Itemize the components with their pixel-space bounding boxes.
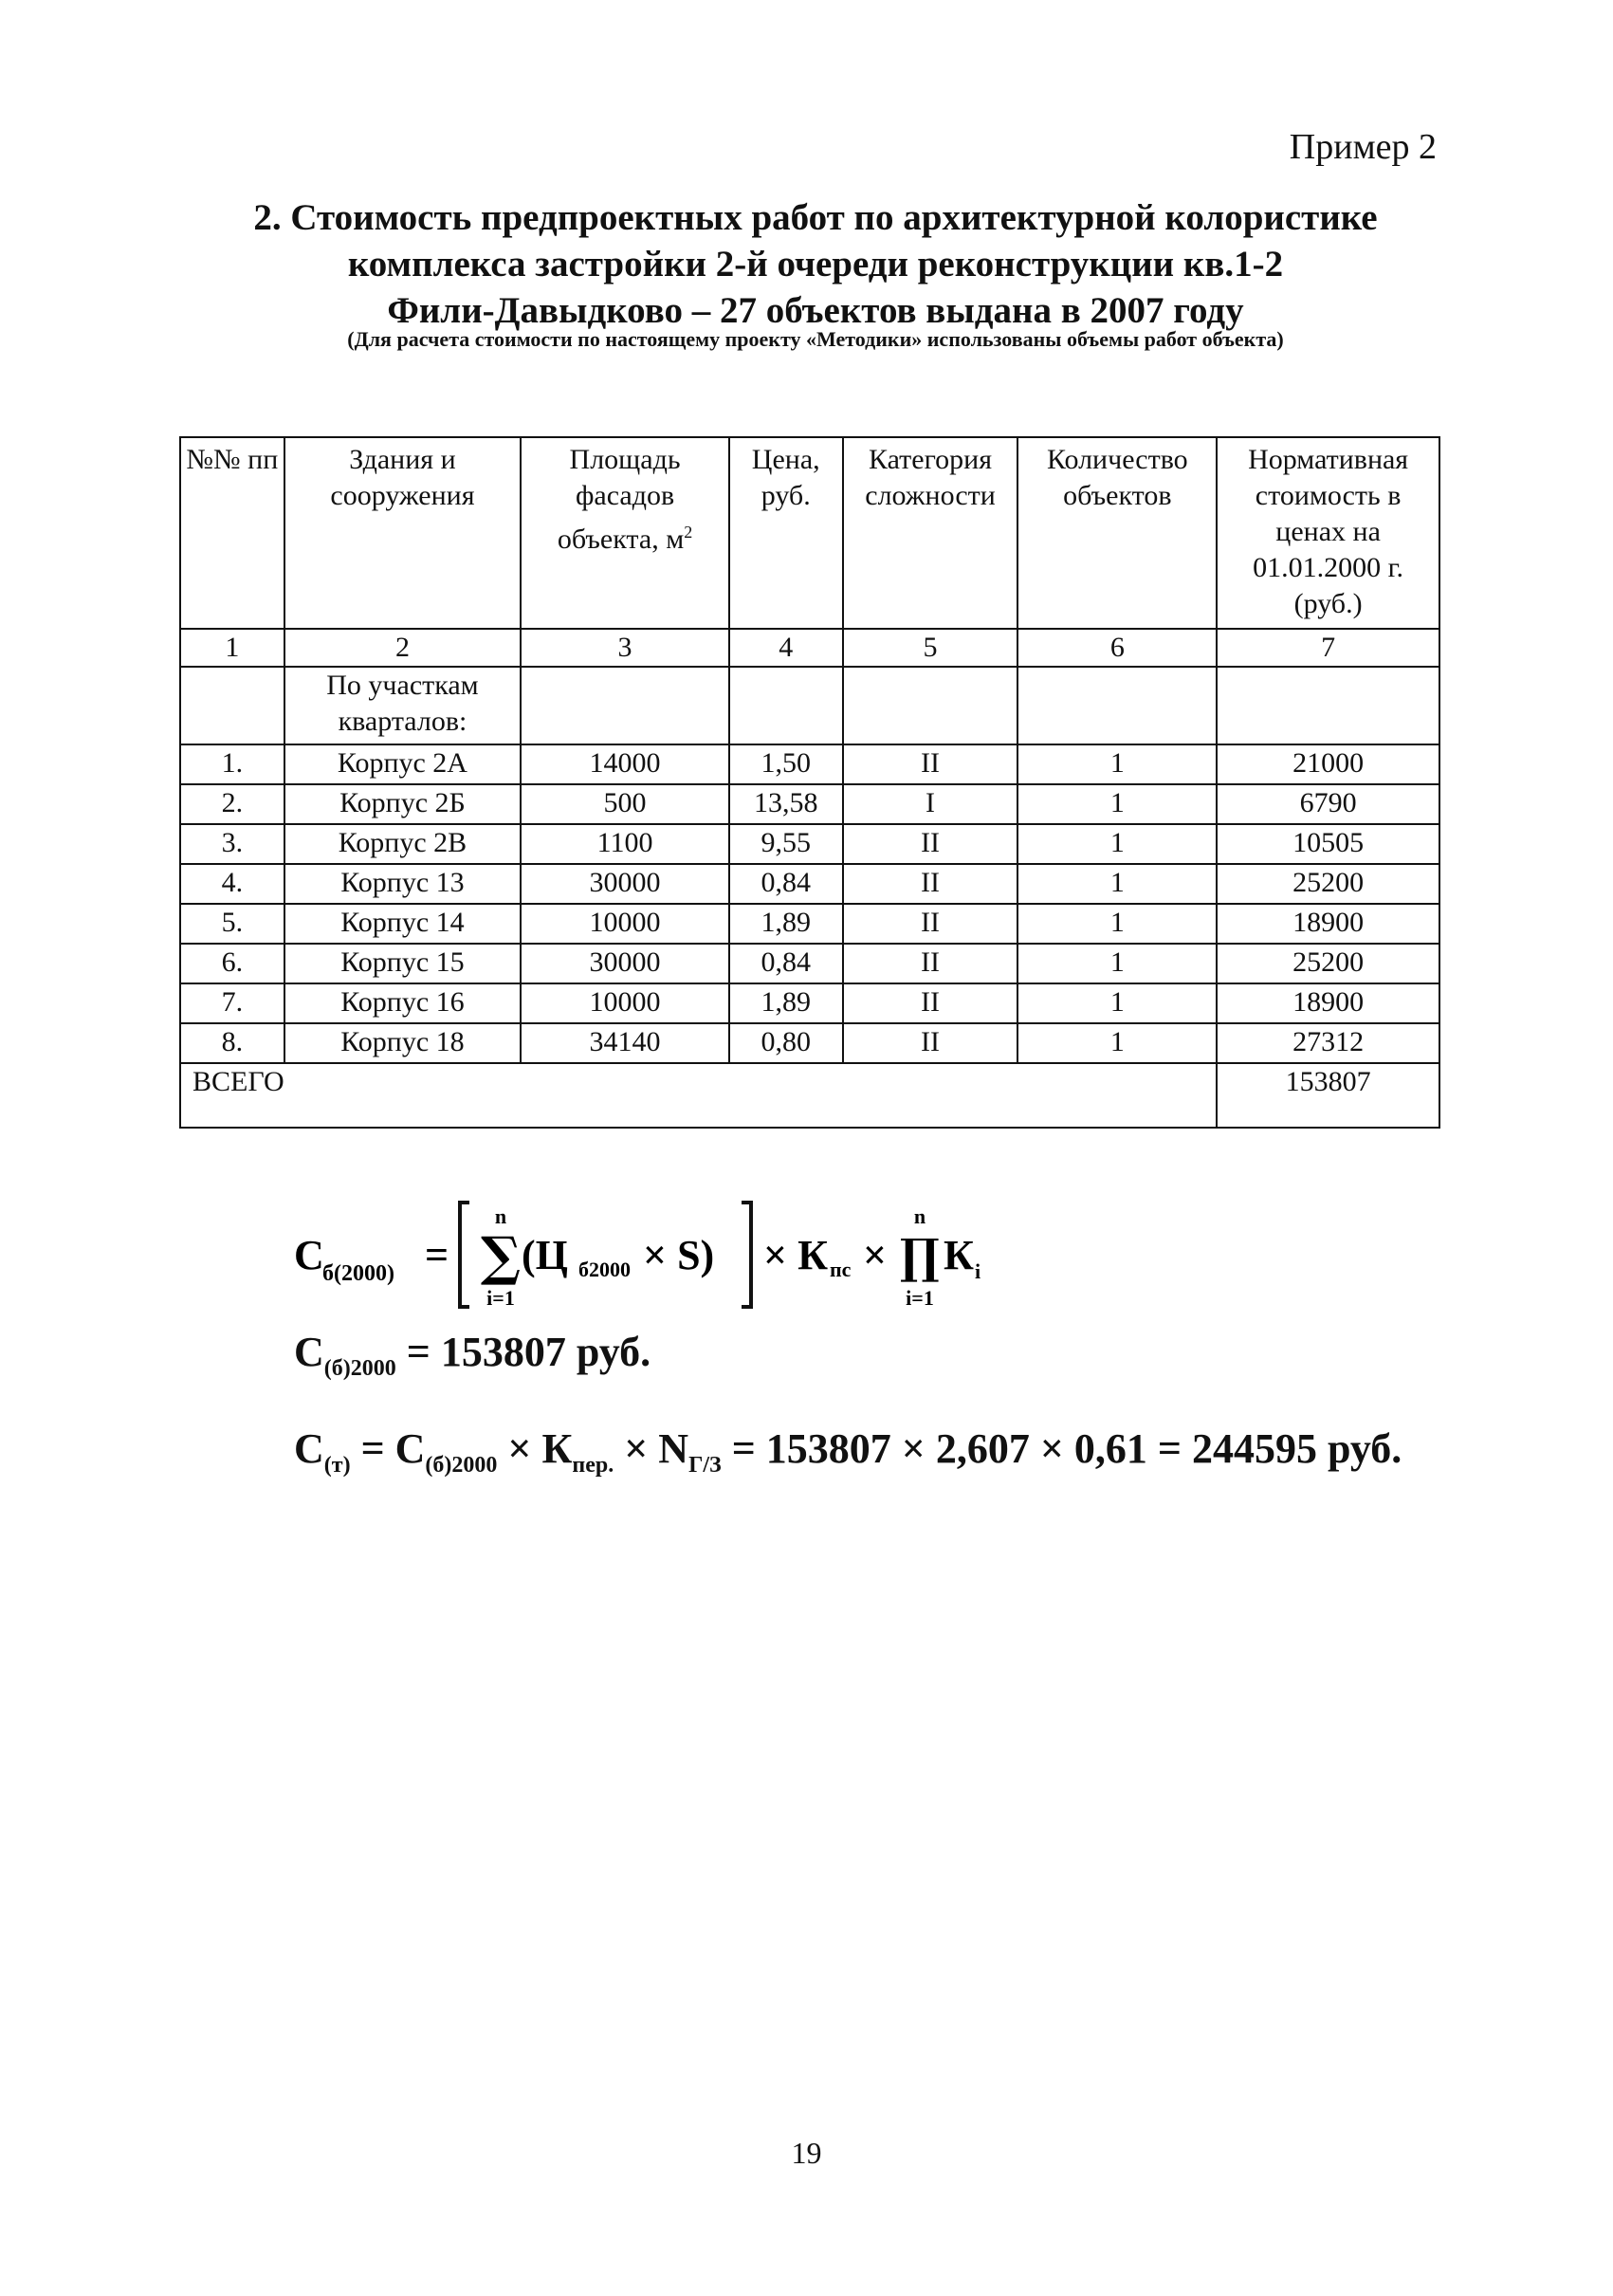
cell-price: 1,50 xyxy=(729,744,843,784)
cell-num: 2. xyxy=(180,784,284,824)
table-row xyxy=(180,864,1439,904)
title-line-1: 2. Стоимость предпроектных работ по архитектурной колористике xyxy=(253,197,1378,238)
cell-num: 3. xyxy=(180,824,284,864)
cell-area: 34140 xyxy=(521,1023,729,1063)
table-header-row xyxy=(180,437,1439,629)
cell-price: 0,84 xyxy=(729,864,843,904)
left-bracket-icon xyxy=(460,1203,469,1307)
f3-times2: × N xyxy=(624,1425,689,1472)
cost-table xyxy=(179,436,1440,1129)
cell-category: I xyxy=(843,784,1018,824)
f3-eq1: = С xyxy=(360,1425,426,1472)
header-building: Здания и сооружения xyxy=(284,437,522,629)
section-empty xyxy=(729,667,843,744)
section-empty xyxy=(843,667,1018,744)
title-line-2: комплекса застройки 2-й очереди реконструкции кв.1-2 xyxy=(347,244,1284,285)
cell-building: Корпус 2В xyxy=(284,824,522,864)
f2-rhs: = 153807 руб. xyxy=(406,1329,651,1375)
total-label: ВСЕГО xyxy=(180,1063,1217,1128)
f1-lhs: С xyxy=(294,1232,324,1278)
sum-icon: ∑ xyxy=(480,1225,522,1288)
cell-count: 1 xyxy=(1017,944,1217,983)
cell-num: 5. xyxy=(180,904,284,944)
total-row xyxy=(180,1063,1439,1128)
table-row xyxy=(180,824,1439,864)
f1-prod-bottom: i=1 xyxy=(906,1286,934,1310)
cell-num: 1. xyxy=(180,744,284,784)
f2-lhs: С xyxy=(294,1329,324,1375)
table-row xyxy=(180,983,1439,1023)
column-number: 1 xyxy=(180,629,284,667)
f1-prod-k-sub: i xyxy=(975,1259,981,1283)
header-price: Цена, руб. xyxy=(729,437,843,629)
cell-building: Корпус 15 xyxy=(284,944,522,983)
section-label: По участкам кварталов: xyxy=(284,667,522,744)
cell-building: Корпус 14 xyxy=(284,904,522,944)
header-count: Количество объектов xyxy=(1017,437,1217,629)
column-number: 2 xyxy=(284,629,522,667)
cell-building: Корпус 13 xyxy=(284,864,522,904)
cell-num: 6. xyxy=(180,944,284,983)
cell-area: 30000 xyxy=(521,864,729,904)
cell-category: II xyxy=(843,983,1018,1023)
cell-count: 1 xyxy=(1017,1023,1217,1063)
title-line-3: Фили-Давыдково – 27 объектов выдана в 2007 году xyxy=(387,290,1244,331)
cell-price: 0,84 xyxy=(729,944,843,983)
table-body xyxy=(180,744,1439,1063)
cell-count: 1 xyxy=(1017,864,1217,904)
cell-price: 1,89 xyxy=(729,983,843,1023)
product-icon: ∏ xyxy=(899,1228,941,1284)
formula-base-cost xyxy=(294,1193,1053,1316)
header-cost: Нормативная стоимость в ценах на 01.01.2000 г. (руб.) xyxy=(1217,437,1439,629)
cell-cost: 18900 xyxy=(1217,983,1439,1023)
section-empty xyxy=(521,667,729,744)
cell-category: II xyxy=(843,944,1018,983)
f1-sum-bottom: i=1 xyxy=(486,1286,515,1310)
f3-rest: = 153807 × 2,607 × 0,61 = 244595 руб. xyxy=(731,1425,1402,1472)
cell-area: 10000 xyxy=(521,904,729,944)
f3-c: С xyxy=(294,1425,324,1472)
cell-cost: 18900 xyxy=(1217,904,1439,944)
cell-price: 9,55 xyxy=(729,824,843,864)
cell-count: 1 xyxy=(1017,983,1217,1023)
f3-c2-sub: (б)2000 xyxy=(425,1453,498,1478)
f2-lhs-sub: (б)2000 xyxy=(323,1356,396,1381)
table-row xyxy=(180,784,1439,824)
cell-category: II xyxy=(843,744,1018,784)
header-category: Категория сложности xyxy=(843,437,1018,629)
cell-area: 1100 xyxy=(521,824,729,864)
f1-sum-tail: × S) xyxy=(643,1232,715,1278)
cell-category: II xyxy=(843,904,1018,944)
cell-cost: 21000 xyxy=(1217,744,1439,784)
f1-times-k: × К xyxy=(763,1232,828,1278)
cell-building: Корпус 18 xyxy=(284,1023,522,1063)
header-area-text: Площадь фасадов объекта, м xyxy=(557,444,685,555)
cell-cost: 10505 xyxy=(1217,824,1439,864)
document-title xyxy=(142,194,1489,334)
f1-lhs-sub: б(2000) xyxy=(322,1261,394,1286)
page-number: 19 xyxy=(791,2136,822,2170)
f1-prod-top: n xyxy=(913,1204,926,1228)
header-area xyxy=(521,437,729,629)
f3-times1: × К xyxy=(507,1425,573,1472)
table-row xyxy=(180,904,1439,944)
f1-prod-times: × xyxy=(863,1232,888,1278)
total-value: 153807 xyxy=(1217,1063,1439,1128)
cell-count: 1 xyxy=(1017,904,1217,944)
formula-final-cost xyxy=(294,1424,1402,1479)
cell-cost: 6790 xyxy=(1217,784,1439,824)
cell-building: Корпус 2Б xyxy=(284,784,522,824)
cell-area: 30000 xyxy=(521,944,729,983)
section-empty xyxy=(180,667,284,744)
table-row xyxy=(180,1023,1439,1063)
cell-cost: 25200 xyxy=(1217,864,1439,904)
section-empty xyxy=(1217,667,1439,744)
column-number: 7 xyxy=(1217,629,1439,667)
cell-area: 10000 xyxy=(521,983,729,1023)
example-label: Пример 2 xyxy=(1289,127,1437,167)
column-number: 5 xyxy=(843,629,1018,667)
f1-sum-sub: б2000 xyxy=(578,1258,631,1281)
column-number: 3 xyxy=(521,629,729,667)
header-num: №№ пп xyxy=(180,437,284,629)
column-number: 6 xyxy=(1017,629,1217,667)
f1-sum-top: n xyxy=(494,1204,507,1228)
cell-area: 500 xyxy=(521,784,729,824)
cell-num: 8. xyxy=(180,1023,284,1063)
cell-num: 7. xyxy=(180,983,284,1023)
f1-sum-body: (Ц xyxy=(522,1232,568,1278)
cell-price: 13,58 xyxy=(729,784,843,824)
formula-base-cost-graphic xyxy=(294,1193,1053,1316)
cell-num: 4. xyxy=(180,864,284,904)
cell-count: 1 xyxy=(1017,824,1217,864)
cell-price: 1,89 xyxy=(729,904,843,944)
cell-cost: 25200 xyxy=(1217,944,1439,983)
formula-base-result xyxy=(294,1328,651,1382)
cell-cost: 27312 xyxy=(1217,1023,1439,1063)
section-empty xyxy=(1017,667,1217,744)
section-row xyxy=(180,667,1439,744)
cell-count: 1 xyxy=(1017,784,1217,824)
table-row xyxy=(180,744,1439,784)
cell-count: 1 xyxy=(1017,744,1217,784)
cell-area: 14000 xyxy=(521,744,729,784)
cell-building: Корпус 2А xyxy=(284,744,522,784)
f3-n-sub: Г/З xyxy=(688,1453,722,1478)
cell-category: II xyxy=(843,824,1018,864)
right-bracket-icon xyxy=(742,1203,751,1307)
header-area-sup: 2 xyxy=(684,523,693,542)
table-row xyxy=(180,944,1439,983)
f1-prod-k: К xyxy=(944,1232,974,1278)
cell-price: 0,80 xyxy=(729,1023,843,1063)
column-number: 4 xyxy=(729,629,843,667)
f3-k-sub: пер. xyxy=(572,1453,614,1478)
cell-category: II xyxy=(843,1023,1018,1063)
column-number-row xyxy=(180,629,1439,667)
f1-k-sub: пс xyxy=(830,1258,852,1281)
cell-category: II xyxy=(843,864,1018,904)
f1-eq: = xyxy=(425,1232,449,1278)
cell-building: Корпус 16 xyxy=(284,983,522,1023)
title-note: (Для расчета стоимости по настоящему проекту «Методики» использованы объемы работ объекта) xyxy=(347,327,1284,351)
f3-c-sub: (т) xyxy=(323,1453,351,1478)
